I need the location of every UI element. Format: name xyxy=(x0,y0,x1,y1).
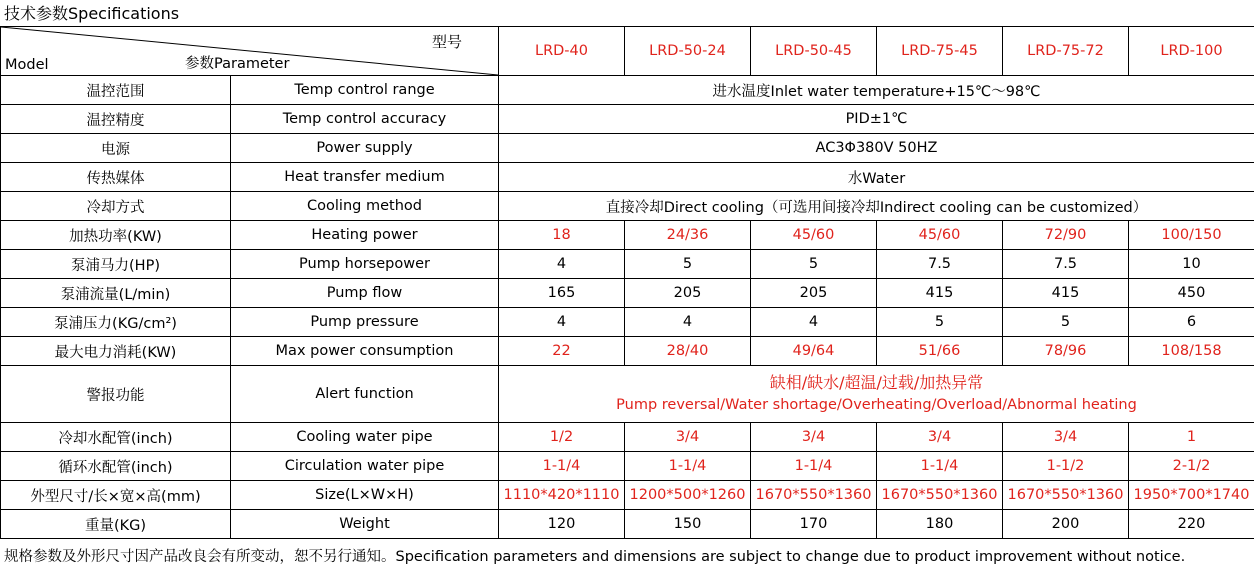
value-cell: 165 xyxy=(499,279,625,308)
row-label-cn: 警报功能 xyxy=(1,366,231,423)
row-label-cn: 重量(KG) xyxy=(1,510,231,539)
value-cell: 5 xyxy=(877,308,1003,337)
spanned-value: PID±1℃ xyxy=(499,105,1254,134)
value-cell: 3/4 xyxy=(1003,423,1129,452)
row-label-en: Pump flow xyxy=(231,279,499,308)
value-cell: 120 xyxy=(499,510,625,539)
value-cell: 78/96 xyxy=(1003,337,1129,366)
table-row xyxy=(1,221,1254,250)
row-label-en: Temp control range xyxy=(231,76,499,105)
value-cell: 7.5 xyxy=(1003,250,1129,279)
table-row xyxy=(1,423,1254,452)
value-cell: 1 xyxy=(1129,423,1254,452)
row-label-cn: 泵浦马力(HP) xyxy=(1,250,231,279)
value-cell: 1110*420*1110 xyxy=(499,481,625,510)
row-label-cn: 温控范围 xyxy=(1,76,231,105)
model-header: LRD-50-45 xyxy=(751,27,877,76)
row-label-cn: 冷却水配管(inch) xyxy=(1,423,231,452)
value-cell: 1-1/4 xyxy=(877,452,1003,481)
value-cell: 205 xyxy=(625,279,751,308)
value-cell: 415 xyxy=(1003,279,1129,308)
value-cell: 180 xyxy=(877,510,1003,539)
row-label-en: Pump horsepower xyxy=(231,250,499,279)
row-label-en: Cooling water pipe xyxy=(231,423,499,452)
value-cell: 1-1/4 xyxy=(499,452,625,481)
value-cell: 415 xyxy=(877,279,1003,308)
value-cell: 1950*700*1740 xyxy=(1129,481,1254,510)
value-cell: 1-1/4 xyxy=(625,452,751,481)
row-label-en: Temp control accuracy xyxy=(231,105,499,134)
footnote: 规格参数及外形尺寸因产品改良会有所变动，恕不另行通知。Specification parameters and dimensions are subject to change due to product improvement without notice. xyxy=(4,549,1186,565)
value-cell: 45/60 xyxy=(877,221,1003,250)
value-cell: 3/4 xyxy=(877,423,1003,452)
value-cell: 5 xyxy=(751,250,877,279)
value-cell: 4 xyxy=(751,308,877,337)
row-label-cn: 外型尺寸/长×宽×高(mm) xyxy=(1,481,231,510)
value-cell: 51/66 xyxy=(877,337,1003,366)
value-cell: 10 xyxy=(1129,250,1254,279)
spanned-value: 水Water xyxy=(499,163,1254,192)
value-cell: 170 xyxy=(751,510,877,539)
row-label-en: Max power consumption xyxy=(231,337,499,366)
row-label-cn: 电源 xyxy=(1,134,231,163)
model-type-label: 型号 xyxy=(431,33,462,51)
table-row xyxy=(1,366,1254,423)
row-label-en: Heat transfer medium xyxy=(231,163,499,192)
table-row xyxy=(1,481,1254,510)
value-cell: 72/90 xyxy=(1003,221,1129,250)
model-header: LRD-75-72 xyxy=(1003,27,1129,76)
value-cell: 18 xyxy=(499,221,625,250)
value-cell: 4 xyxy=(499,250,625,279)
header-row xyxy=(1,27,1254,76)
table-row xyxy=(1,510,1254,539)
spec-table xyxy=(0,26,1254,539)
table-row xyxy=(1,250,1254,279)
value-cell: 3/4 xyxy=(751,423,877,452)
model-header: LRD-75-45 xyxy=(877,27,1003,76)
value-cell: 150 xyxy=(625,510,751,539)
row-label-cn: 最大电力消耗(KW) xyxy=(1,337,231,366)
value-cell: 1-1/4 xyxy=(751,452,877,481)
row-label-en: Size(L×W×H) xyxy=(231,481,499,510)
value-cell: 5 xyxy=(625,250,751,279)
table-row xyxy=(1,308,1254,337)
row-label-en: Cooling method xyxy=(231,192,499,221)
table-row xyxy=(1,105,1254,134)
row-label-cn: 泵浦压力(KG/cm²) xyxy=(1,308,231,337)
row-label-en: Pump pressure xyxy=(231,308,499,337)
table-row xyxy=(1,279,1254,308)
row-label-cn: 泵浦流量(L/min) xyxy=(1,279,231,308)
model-header: LRD-50-24 xyxy=(625,27,751,76)
page-title: 技术参数Specifications xyxy=(4,4,180,23)
table-row xyxy=(1,163,1254,192)
table-row xyxy=(1,76,1254,105)
value-cell: 1670*550*1360 xyxy=(877,481,1003,510)
header-diagonal-cell xyxy=(1,27,499,76)
value-cell: 220 xyxy=(1129,510,1254,539)
value-cell: 205 xyxy=(751,279,877,308)
value-cell: 7.5 xyxy=(877,250,1003,279)
model-label: Model xyxy=(5,57,49,73)
value-cell: 1670*550*1360 xyxy=(751,481,877,510)
row-label-en: Alert function xyxy=(231,366,499,423)
spanned-value: 直接冷却Direct cooling（可选用间接冷却Indirect cooling can be customized） xyxy=(499,192,1254,221)
value-cell: 1/2 xyxy=(499,423,625,452)
value-cell: 24/36 xyxy=(625,221,751,250)
row-label-en: Heating power xyxy=(231,221,499,250)
table-row xyxy=(1,452,1254,481)
value-cell: 1-1/2 xyxy=(1003,452,1129,481)
row-label-en: Power supply xyxy=(231,134,499,163)
value-cell: 1670*550*1360 xyxy=(1003,481,1129,510)
value-cell: 4 xyxy=(499,308,625,337)
value-cell: 22 xyxy=(499,337,625,366)
value-cell: 450 xyxy=(1129,279,1254,308)
model-header: LRD-100 xyxy=(1129,27,1254,76)
table-row xyxy=(1,192,1254,221)
value-cell: 4 xyxy=(625,308,751,337)
value-cell: 100/150 xyxy=(1129,221,1254,250)
value-cell: 49/64 xyxy=(751,337,877,366)
value-cell: 200 xyxy=(1003,510,1129,539)
row-label-cn: 循环水配管(inch) xyxy=(1,452,231,481)
alert-value-cell xyxy=(499,366,1254,423)
row-label-cn: 冷却方式 xyxy=(1,192,231,221)
row-label-cn: 传热媒体 xyxy=(1,163,231,192)
parameter-label: 参数Parameter xyxy=(185,56,290,72)
value-cell: 3/4 xyxy=(625,423,751,452)
row-label-cn: 温控精度 xyxy=(1,105,231,134)
value-cell: 6 xyxy=(1129,308,1254,337)
model-header: LRD-40 xyxy=(499,27,625,76)
table-row xyxy=(1,337,1254,366)
table-row xyxy=(1,134,1254,163)
value-cell: 1200*500*1260 xyxy=(625,481,751,510)
spanned-value: 进水温度Inlet water temperature+15℃～98℃ xyxy=(499,76,1254,105)
value-cell: 5 xyxy=(1003,308,1129,337)
value-cell: 2-1/2 xyxy=(1129,452,1254,481)
value-cell: 45/60 xyxy=(751,221,877,250)
alert-text-en: Pump reversal/Water shortage/Overheating/Overload/Abnormal heating xyxy=(616,397,1137,413)
row-label-en: Weight xyxy=(231,510,499,539)
row-label-en: Circulation water pipe xyxy=(231,452,499,481)
row-label-cn: 加热功率(KW) xyxy=(1,221,231,250)
alert-text-cn: 缺相/缺水/超温/过载/加热异常 xyxy=(769,373,984,392)
spanned-value: AC3Φ380V 50HZ xyxy=(499,134,1254,163)
value-cell: 108/158 xyxy=(1129,337,1254,366)
value-cell: 28/40 xyxy=(625,337,751,366)
